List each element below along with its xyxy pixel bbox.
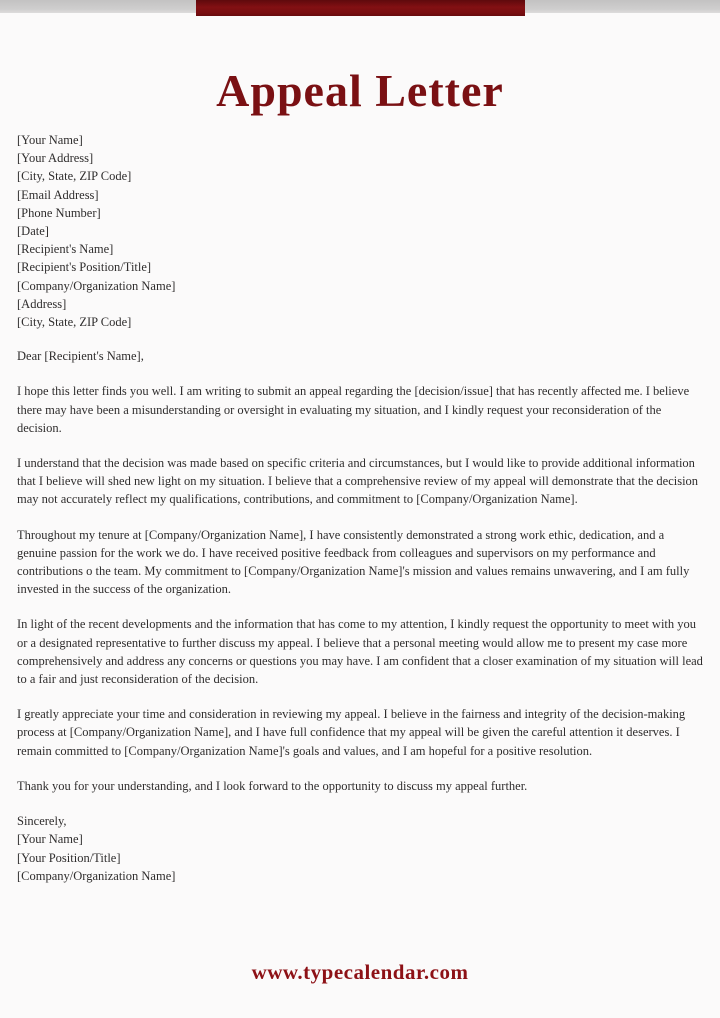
letter-body [17,131,705,885]
sender-address-line: [Phone Number] [17,205,101,220]
sender-address-line: [Date] [17,224,49,239]
closing-line: [Your Position/Title] [17,850,121,865]
recipient-address-block [17,240,705,331]
recipient-address-line: [Recipient's Name] [17,242,114,257]
paragraph-context: I understand that the decision was made based on specific criteria and circumstances, but I would like to provide additional information that I believe will shed new light on my situation. I believe that a comprehensive review of my appeal will demonstrate that the decision may not accurately reflect my qualifications, contributions, and commitment to [Company/Organization Name]. [17,456,699,507]
sender-address-line: [Your Address] [17,151,94,166]
sender-address-line: [Email Address] [17,187,99,202]
sender-address-line: [Your Name] [17,133,83,147]
recipient-address-line: [City, State, ZIP Code] [17,315,132,330]
recipient-address-line: [Company/Organization Name] [17,278,176,293]
recipient-address-line: [Address] [17,296,67,311]
paragraph-meeting: In light of the recent developments and the information that has come to my attention, I kindly request the opportunity to meet with you or a designated representative to further discuss my appeal. I believe that a personal meeting would allow me to present my case more comprehensively and address any concerns or questions you may have. I am confident that a closer examination of my situation will lead to a fair and just reconsideration of the decision. [17,617,703,687]
site-footer-url: www.typecalendar.com [251,960,469,984]
sender-address-line: [City, State, ZIP Code] [17,169,132,184]
paragraph-tenure: Throughout my tenure at [Company/Organization Name], I have consistently demonstrated a strong work ethic, dedication, and a genuine passion for the work we do. I have received positive feedback from colleagues and supervisors on my performance and contributions o the team. My commitment to [Company/Organization Name]'s mission and values remains unwavering, and I am fully invested in the success of the organization. [17,527,690,597]
closing-line: Sincerely, [17,814,67,829]
paragraph-intro: I hope this letter finds you well. I am writing to submit an appeal regarding the [decision/issue] that has recently affected me. I believe there may have been a misunderstanding or oversight in evaluating my situation, and I kindly request your reconsideration of the decision. [17,384,690,435]
paragraph-thanks: Thank you for your understanding, and I look forward to the opportunity to discuss my appeal further. [17,778,528,793]
recipient-address-line: [Recipient's Position/Title] [17,260,152,275]
header-accent-bar [196,0,525,16]
closing-signature-block [17,812,705,885]
paragraph-appreciation: I greatly appreciate your time and consideration in reviewing my appeal. I believe in the fairness and integrity of the decision-making process at [Company/Organization Name], and I have full confidence that my appeal will be given the careful attention it deserves. I remain committed to [Company/Organization Name]'s goals and values, and I am hopeful for a positive resolution. [17,707,686,758]
sender-address-block [17,131,705,240]
salutation: Dear [Recipient's Name], [17,349,144,364]
closing-line: [Your Name] [17,832,83,847]
closing-line: [Company/Organization Name] [17,868,176,883]
page-title: Appeal Letter [216,64,504,116]
